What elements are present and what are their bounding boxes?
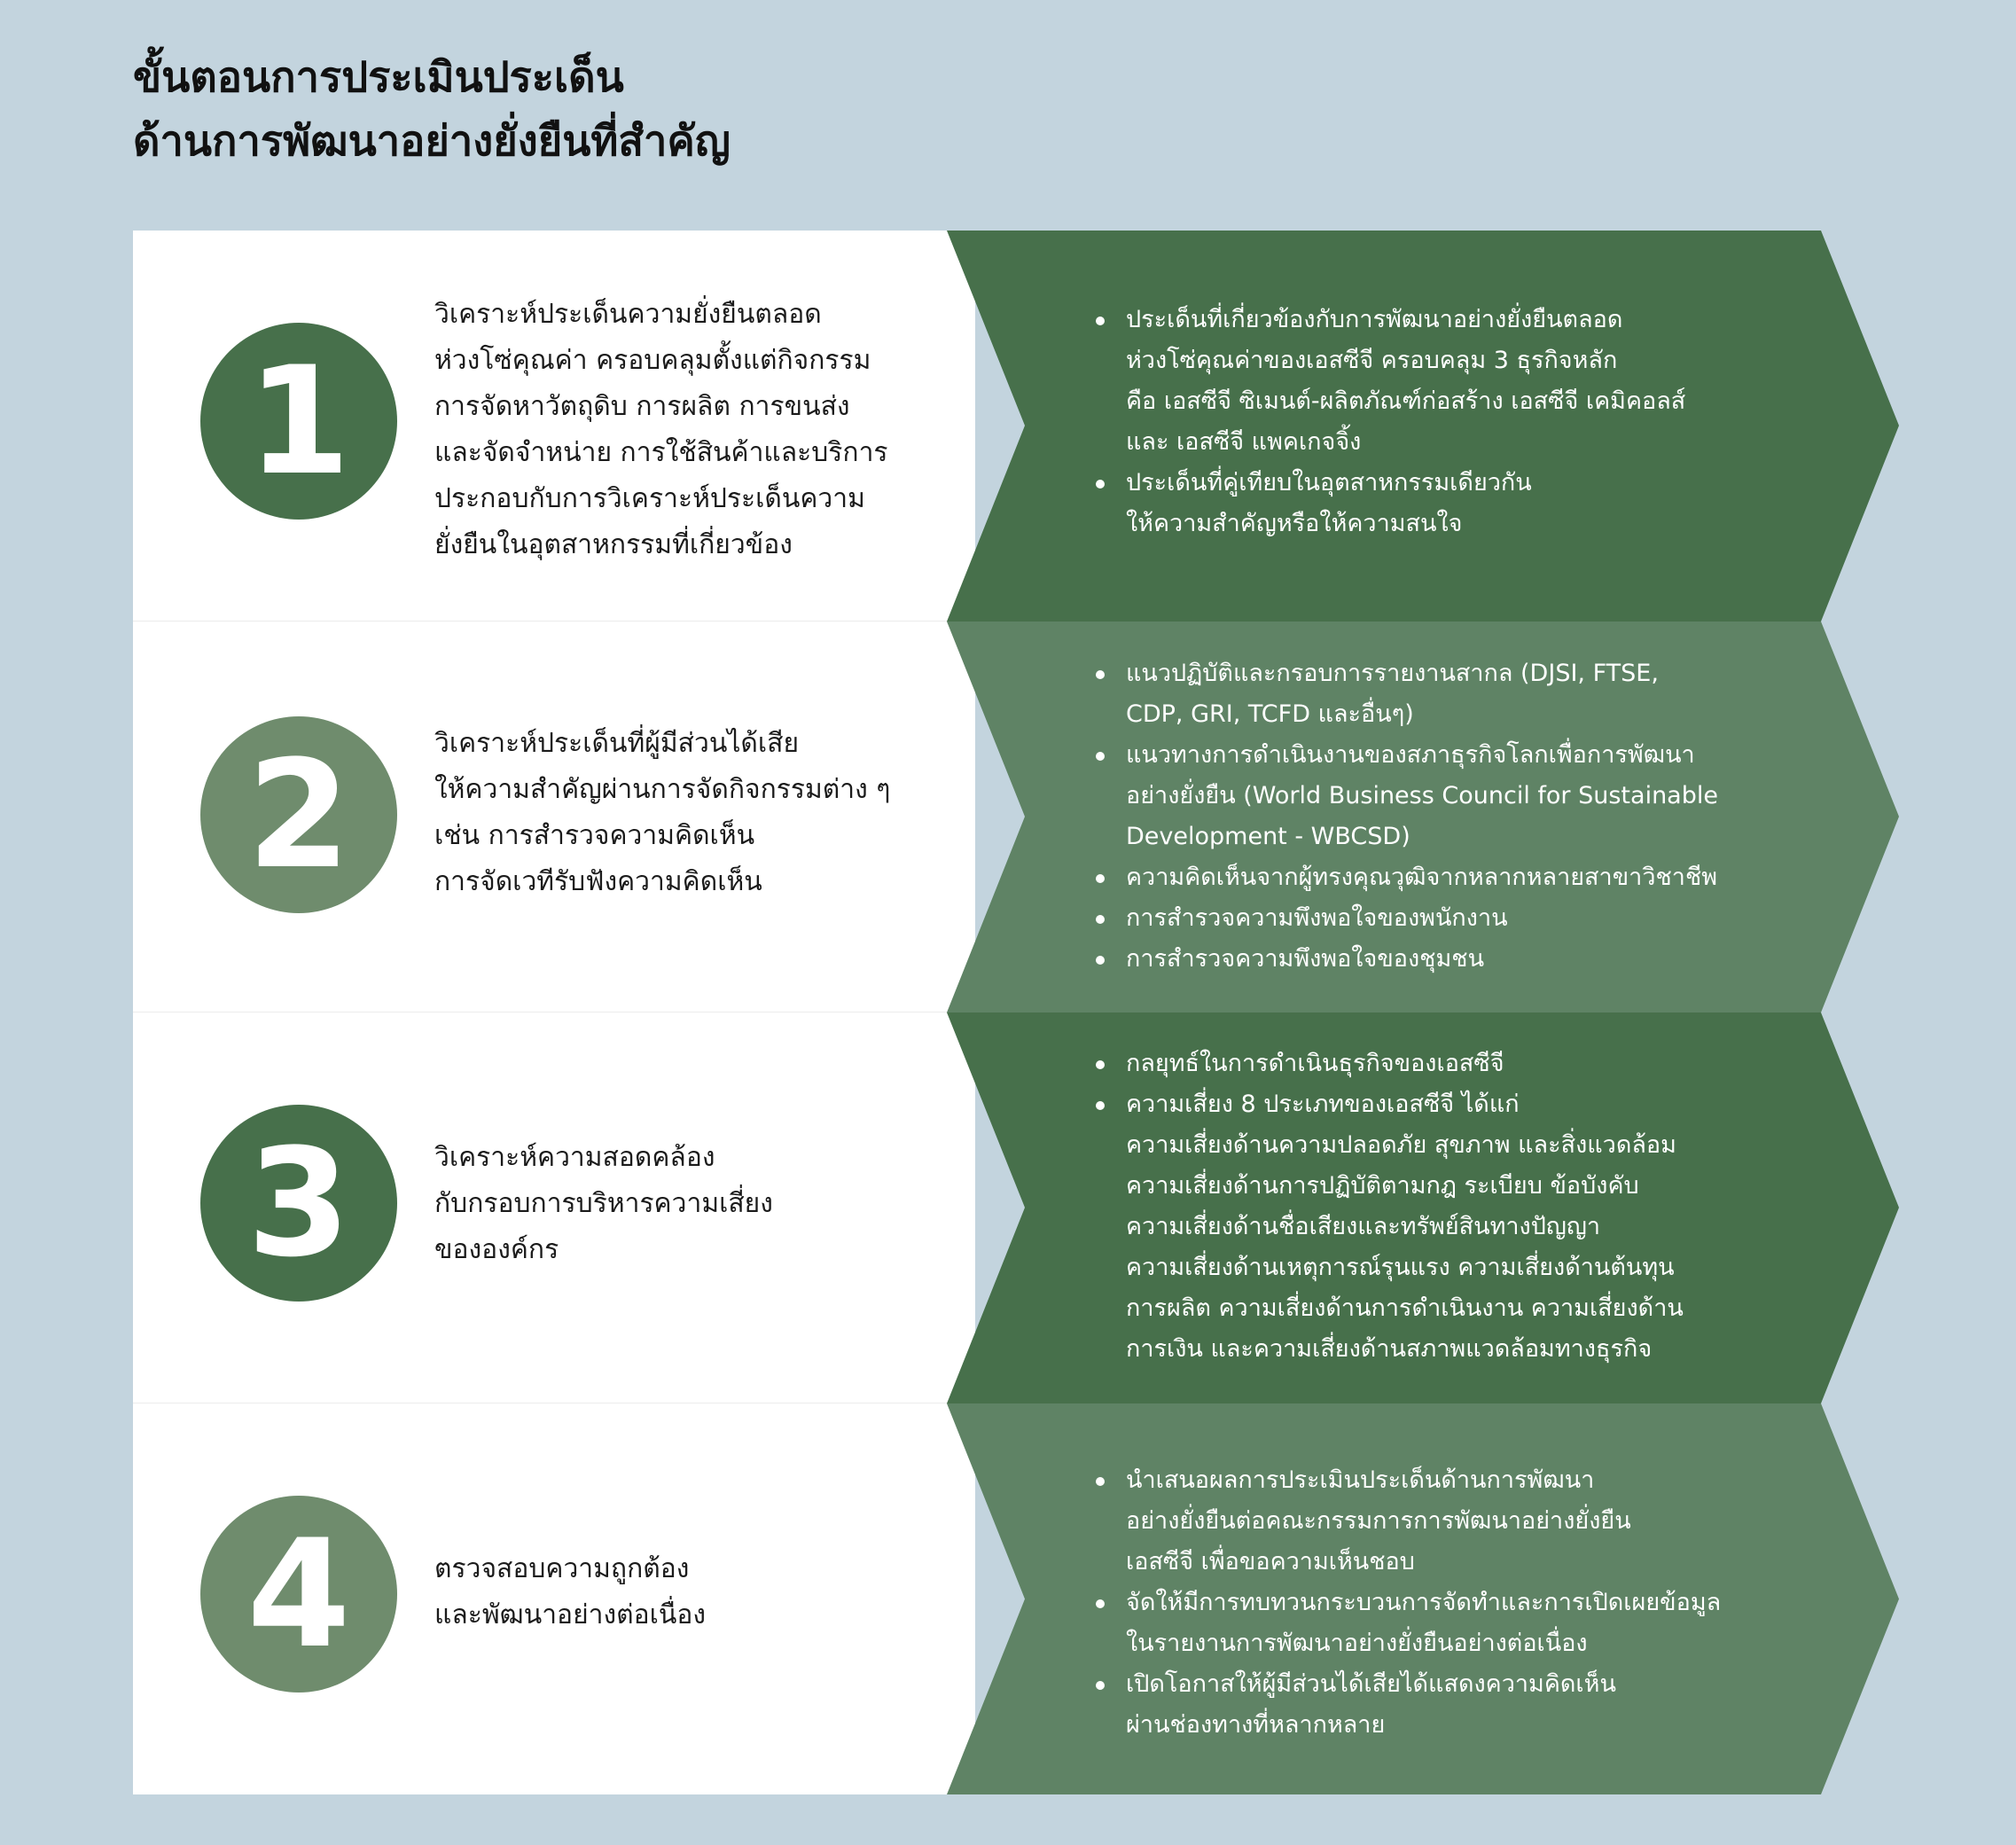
step-1-description-line: ห่วงโซ่คุณค่า ครอบคลุมตั้งแต่กิจกรรม <box>434 345 871 376</box>
step-1-description-line: ประกอบกับการวิเคราะห์ประเด็นความ <box>434 483 865 514</box>
step-3-bullet-list <box>1090 1044 1844 1370</box>
step-1-description-line: และจัดจำหน่าย การใช้สินค้าและบริการ <box>434 437 888 468</box>
step-3-bullet: ความเสี่ยง 8 ประเภทของเอสซีจี ได้แก่ ความเสี่ยงด้านความปลอดภัย สุขภาพ และสิ่งแวดล้อม ความเสี่ยงด้านการปฏิบัติตามกฎ ระเบียบ ข้อบังคับ ความเสี่ยงด้านชื่อเสียงและทรัพย์สินทางปัญญา ความเสี่ยงด้านเหตุการณ์รุนแรง ความเสี่ยงด้านต้นทุน การผลิต ความเสี่ยงด้านการดำเนินงาน ความเสี่ยงด้าน การเงิน และความเสี่ยงด้านสภาพแวดล้อมทางธุรกิจ <box>1090 1084 1844 1370</box>
step-row-3 <box>133 1012 1899 1403</box>
step-1-bullet: ประเด็นที่คู่เทียบในอุตสาหกรรมเดียวกัน ให้ความสำคัญหรือให้ความสนใจ <box>1090 463 1844 544</box>
step-2-number-badge: 2 <box>200 716 397 913</box>
step-2-bullet: การสำรวจความพึงพอใจของพนักงาน <box>1090 898 1844 939</box>
step-4-bullet: นำเสนอผลการประเมินประเด็นด้านการพัฒนา อย่างยั่งยืนต่อคณะกรรมการการพัฒนาอย่างยั่งยืน เอสซีจี เพื่อขอความเห็นชอบ <box>1090 1460 1844 1583</box>
step-4-bullet: จัดให้มีการทบทวนกระบวนการจัดทำและการเปิดเผยข้อมูล ในรายงานการพัฒนาอย่างยั่งยืนอย่างต่อเนื่อง <box>1090 1583 1844 1664</box>
step-2-bullet: แนวทางการดำเนินงานของสภาธุรกิจโลกเพื่อการพัฒนา อย่างยั่งยืน (World Business Council for Sustainable Development - WBCSD) <box>1090 735 1844 857</box>
step-2-bullet-list <box>1090 653 1844 980</box>
step-4-bullet: เปิดโอกาสให้ผู้มีส่วนได้เสียได้แสดงความคิดเห็น ผ่านช่องทางที่หลากหลาย <box>1090 1664 1844 1746</box>
step-1-description-line: การจัดหาวัตถุดิบ การผลิต การขนส่ง <box>434 391 850 422</box>
step-3-description-line: ขององค์กร <box>434 1234 559 1265</box>
step-2-bullet: การสำรวจความพึงพอใจของชุมชน <box>1090 939 1844 980</box>
step-1-number-badge: 1 <box>200 323 397 520</box>
step-1-description <box>434 292 931 568</box>
step-4-description-line: ตรวจสอบความถูกต้อง <box>434 1553 690 1584</box>
step-3-description-line: กับกรอบการบริหารความเสี่ยง <box>434 1188 773 1219</box>
step-2-description-line: เช่น การสำรวจความคิดเห็น <box>434 820 755 851</box>
step-2-description <box>434 721 931 905</box>
page-title-line-1: ขั้นตอนการประเมินประเด็น <box>133 53 624 102</box>
step-1-bullet-list <box>1090 300 1844 544</box>
step-4-number-badge: 4 <box>200 1496 397 1693</box>
step-1-description-line: ยั่งยืนในอุตสาหกรรมที่เกี่ยวข้อง <box>434 529 793 560</box>
page-title-line-2: ด้านการพัฒนาอย่างยั่งยืนที่สำคัญ <box>133 117 731 166</box>
step-4-description-line: และพัฒนาอย่างต่อเนื่อง <box>434 1599 707 1630</box>
step-row-4 <box>133 1403 1899 1794</box>
step-2-description-line: วิเคราะห์ประเด็นที่ผู้มีส่วนได้เสีย <box>434 728 800 759</box>
step-3-description <box>434 1135 931 1273</box>
process-board <box>133 231 1899 1797</box>
step-4-bullet-list <box>1090 1460 1844 1746</box>
step-2-bullet: แนวปฏิบัติและกรอบการรายงานสากล (DJSI, FTSE, CDP, GRI, TCFD และอื่นๆ) <box>1090 653 1844 735</box>
step-2-description-line: การจัดเวทีรับฟังความคิดเห็น <box>434 866 762 897</box>
step-1-bullet: ประเด็นที่เกี่ยวข้องกับการพัฒนาอย่างยั่งยืนตลอด ห่วงโซ่คุณค่าของเอสซีจี ครอบคลุม 3 ธุรกิจหลัก คือ เอสซีจี ซิเมนต์-ผลิตภัณฑ์ก่อสร้าง เอสซีจี เคมิคอลส์ และ เอสซีจี แพคเกจจิ้ง <box>1090 300 1844 463</box>
step-3-description-line: วิเคราะห์ความสอดคล้อง <box>434 1142 715 1173</box>
step-3-number-badge: 3 <box>200 1105 397 1302</box>
step-4-description <box>434 1546 931 1638</box>
step-3-bullet: กลยุทธ์ในการดำเนินธุรกิจของเอสซีจี <box>1090 1044 1844 1084</box>
step-1-description-line: วิเคราะห์ประเด็นความยั่งยืนตลอด <box>434 299 822 330</box>
step-2-description-line: ให้ความสำคัญผ่านการจัดกิจกรรมต่าง ๆ <box>434 774 891 805</box>
step-row-2 <box>133 622 1899 1012</box>
step-row-1 <box>133 231 1899 622</box>
step-2-bullet: ความคิดเห็นจากผู้ทรงคุณวุฒิจากหลากหลายสาขาวิชาชีพ <box>1090 857 1844 898</box>
page-title <box>133 46 731 174</box>
